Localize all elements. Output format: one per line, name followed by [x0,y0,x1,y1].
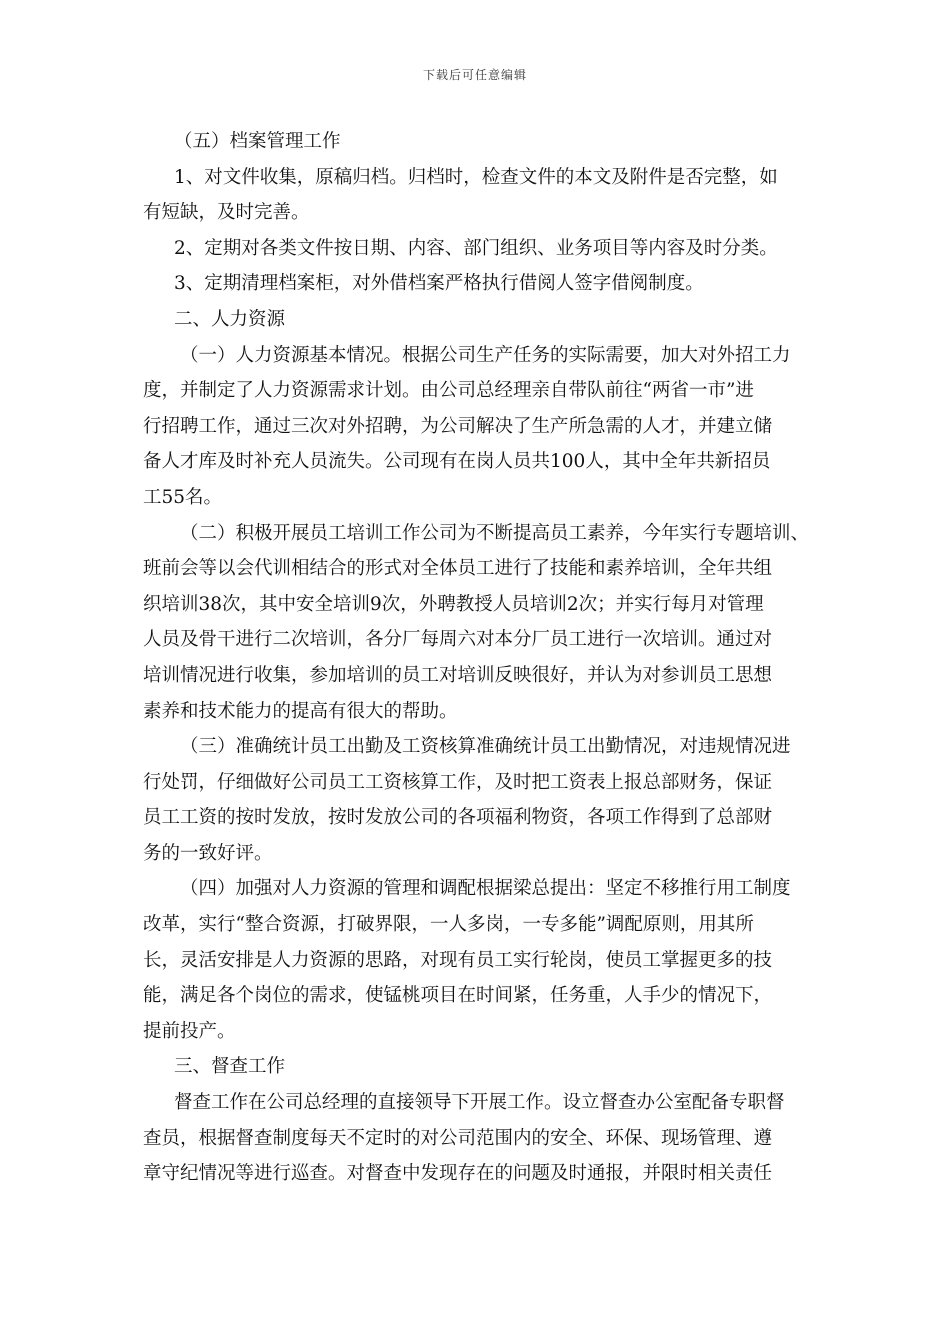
paragraph-line: 备人才库及时补充人员流失。公司现有在岗人员共100人，其中全年共新招员 [143,451,771,473]
page-header: 下载后可任意编辑 [422,68,527,82]
paragraph-line: 3、定期清理档案柜，对外借档案严格执行借阅人签字借阅制度。 [174,273,704,295]
document-body [143,124,809,1192]
section-heading: 三、督查工作 [174,1056,286,1078]
paragraph-line: 督查工作在公司总经理的直接领导下开展工作。设立督查办公室配备专职督 [174,1092,785,1114]
paragraph-line: 长，灵活安排是人力资源的思路，对现有员工实行轮岗，使员工掌握更多的技 [143,949,773,971]
paragraph-line: 能，满足各个岗位的需求，使锰桃项目在时间紧，任务重，人手少的情况下， [143,985,773,1007]
paragraph-line: 有短缺，及时完善。 [143,202,310,224]
paragraph-line: 改革，实行“整合资源，打破界限，一人多岗，一专多能”调配原则，用其所 [143,914,754,936]
paragraph-line: 人员及骨干进行二次培训，各分厂每周六对本分厂员工进行一次培训。通过对 [143,629,773,651]
paragraph-line: 查员，根据督查制度每天不定时的对公司范围内的安全、环保、现场管理、遵 [143,1127,773,1149]
paragraph-line: 1、对文件收集，原稿归档。归档时，检查文件的本文及附件是否完整，如 [174,166,778,188]
paragraph-line: （一）人力资源基本情况。根据公司生产任务的实际需要，加大对外招工力 [180,344,791,366]
paragraph-line: （二）积极开展员工培训工作公司为不断提高员工素养，今年实行专题培训、 [180,522,810,544]
paragraph-line: 行处罚，仔细做好公司员工工资核算工作，及时把工资表上报总部财务，保证 [143,771,773,793]
paragraph-line: 工55名。 [143,486,223,508]
paragraph-line: 班前会等以会代训相结合的形式对全体员工进行了技能和素养培训，全年共组 [143,558,773,580]
paragraph-line: （四）加强对人力资源的管理和调配根据梁总提出：坚定不移推行用工制度 [180,878,791,900]
paragraph-line: 2、定期对各类文件按日期、内容、部门组织、业务项目等内容及时分类。 [174,237,778,259]
paragraph-line: 素养和技术能力的提高有很大的帮助。 [143,700,458,722]
paragraph-line: 行招聘工作，通过三次对外招聘，为公司解决了生产所急需的人才，并建立储 [143,415,773,437]
paragraph-line: 织培训38次，其中安全培训9次，外聘教授人员培训2次；并实行每月对管理 [143,593,764,615]
paragraph-line: 培训情况进行收集，参加培训的员工对培训反映很好，并认为对参训员工思想 [143,664,773,686]
section-heading: 二、人力资源 [174,308,286,330]
paragraph-line: （三）准确统计员工出勤及工资核算准确统计员工出勤情况，对违规情况进 [180,736,791,758]
paragraph-line: 员工工资的按时发放，按时发放公司的各项福利物资，各项工作得到了总部财 [143,807,773,829]
paragraph-line: 度，并制定了人力资源需求计划。由公司总经理亲自带队前往“两省一市”进 [143,380,754,402]
paragraph-line: 务的一致好评。 [143,842,273,864]
paragraph-line: 提前投产。 [143,1020,236,1042]
section-heading: （五）档案管理工作 [174,131,341,152]
paragraph-line: 章守纪情况等进行巡查。对督查中发现存在的问题及时通报，并限时相关责任 [143,1163,773,1185]
